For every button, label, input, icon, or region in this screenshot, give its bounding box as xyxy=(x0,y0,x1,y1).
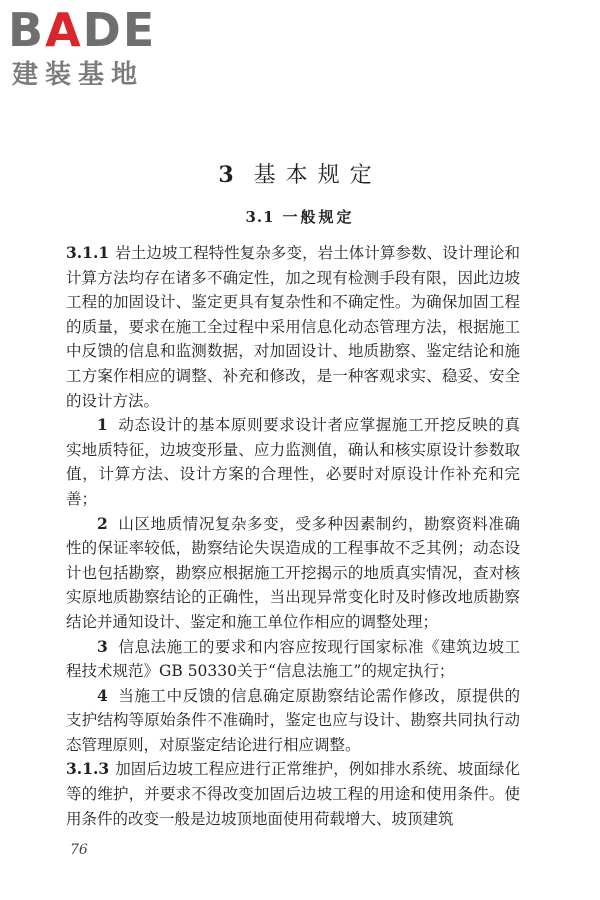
chapter-title: 基本规定 xyxy=(253,163,382,188)
chapter-number: 3 xyxy=(218,162,244,188)
clause-paragraph xyxy=(66,241,520,413)
item-paragraph xyxy=(66,684,520,758)
logo-wordmark-accent: A xyxy=(45,3,83,57)
item-paragraph xyxy=(66,413,520,511)
clause-number: 3.1.3 xyxy=(66,759,110,779)
page-number: 76 xyxy=(70,842,88,858)
item-text: 信息法施工的要求和内容应按现行国家标准《建筑边坡工程技术规范》GB 50330关于“信息法施工”的规定执行； xyxy=(66,637,520,681)
item-number: 4 xyxy=(97,685,108,705)
logo-subtitle: 建装基地 xyxy=(12,60,145,90)
clause-text: 岩土边坡工程特性复杂多变，岩土体计算参数、设计理论和计算方法均存在诸多不确定性，加之现有检测手段有限，因此边坡工程的加固设计、鉴定更具有复杂性和不确定性。为确保加固工程的质量，要求在施工全过程中采用信息化动态管理方法，根据施工中反馈的信息和监测数据，对加固设计、地质勘察、鉴定结论和施工方案作相应的调整、补充和修改，是一种客观求实、稳妥、安全的设计方法。 xyxy=(66,244,520,410)
clause-text: 加固后边坡工程应进行正常维护，例如排水系统、坡面绿化等的维护，并要求不得改变加固后边坡工程的用途和使用条件。使用条件的改变一般是边坡顶地面使用荷载增大、坡顶建筑 xyxy=(66,760,520,828)
item-text: 动态设计的基本原则要求设计者应掌握施工开挖反映的真实地质特征，边坡变形量、应力监测值，确认和核实原设计参数取值，计算方法、设计方案的合理性，必要时对原设计作补充和完善； xyxy=(66,416,520,508)
item-text: 当施工中反馈的信息确定原勘察结论需作修改，原提供的支护结构等原始条件不准确时，鉴定也应与设计、勘察共同执行动态管理原则，对原鉴定结论进行相应调整。 xyxy=(66,686,520,754)
item-number: 1 xyxy=(97,415,108,435)
chapter-heading xyxy=(0,158,600,189)
logo-wordmark xyxy=(8,3,157,57)
logo-wordmark-prefix: B xyxy=(8,3,46,57)
body-text xyxy=(66,241,520,831)
item-paragraph xyxy=(66,512,520,635)
brand-logo xyxy=(8,3,178,96)
clause-number: 3.1.1 xyxy=(66,243,110,262)
item-number: 2 xyxy=(97,513,108,533)
section-number: 3.1 xyxy=(245,208,275,226)
item-text: 山区地质情况复杂多变，受多种因素制约，勘察资料准确性的保证率较低，勘察结论失误造成的工程事故不乏其例；动态设计也包括勘察，勘察应根据施工开挖揭示的地质真实情况，查对核实原地质勘察结论的正确性，当出现异常变化时及时修改地质勘察结论并通知设计、鉴定和施工单位作相应的调整处理； xyxy=(66,514,520,631)
logo-wordmark-suffix: DE xyxy=(82,3,157,57)
item-number: 3 xyxy=(97,636,108,656)
clause-paragraph xyxy=(66,757,520,831)
item-paragraph xyxy=(66,635,520,684)
section-title: 一般规定 xyxy=(282,208,355,226)
section-heading xyxy=(0,206,600,227)
